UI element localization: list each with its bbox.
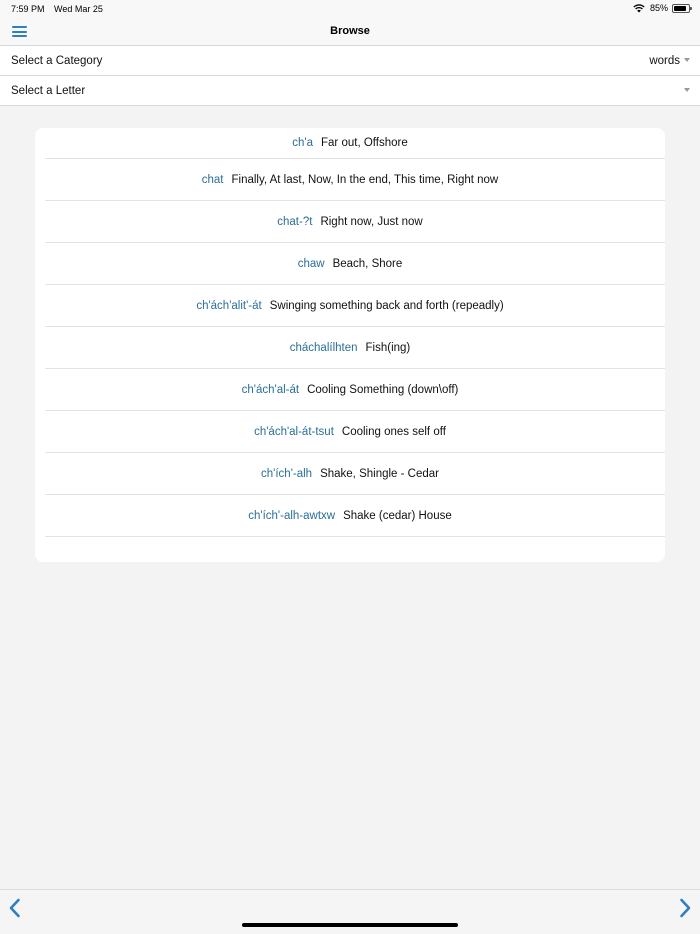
list-item[interactable]	[45, 495, 665, 537]
status-bar	[0, 0, 700, 18]
list-item[interactable]	[45, 285, 665, 327]
word-definition: Beach, Shore	[332, 257, 403, 270]
category-selector-label: Select a Category	[11, 55, 103, 67]
battery-percentage: 85%	[649, 3, 668, 13]
battery-icon	[672, 4, 690, 13]
word-term: ch'ích'-alh	[261, 467, 313, 480]
word-definition: Shake (cedar) House	[343, 509, 452, 522]
list-item[interactable]	[45, 159, 665, 201]
list-item[interactable]	[45, 327, 665, 369]
bottom-toolbar	[0, 889, 700, 934]
list-item[interactable]	[45, 128, 665, 159]
word-term: ch'ách'al-át-tsut	[254, 425, 334, 438]
word-definition: Far out, Offshore	[321, 137, 408, 149]
page-title: Browse	[330, 25, 370, 37]
word-definition: Right now, Just now	[320, 215, 423, 228]
chevron-left-icon[interactable]	[7, 897, 23, 919]
letter-selector[interactable]	[0, 76, 700, 106]
word-term: ch'a	[292, 137, 314, 149]
word-term: ch'ích'-alh-awtxw	[248, 509, 336, 522]
status-time: 7:59 PM	[11, 4, 45, 14]
chevron-right-icon[interactable]	[677, 897, 693, 919]
word-definition: Swinging something back and forth (repeadly)	[269, 299, 504, 312]
list-item[interactable]	[45, 369, 665, 411]
word-term: cháchalílhten	[289, 341, 358, 354]
category-selector-value: words	[649, 55, 680, 67]
word-definition: Shake, Shingle - Cedar	[320, 467, 439, 480]
battery-level	[674, 6, 686, 11]
word-definition: Cooling Something (down\off)	[307, 383, 459, 396]
word-term: chat	[201, 173, 224, 186]
home-indicator	[242, 923, 458, 927]
list-item[interactable]	[45, 411, 665, 453]
word-list	[35, 128, 665, 537]
status-indicators	[633, 3, 690, 13]
category-selector[interactable]	[0, 46, 700, 76]
word-list-card	[35, 128, 665, 562]
word-term: chat-?t	[277, 215, 313, 228]
chevron-down-icon	[684, 58, 690, 62]
list-item[interactable]	[45, 453, 665, 495]
status-time-date	[11, 4, 103, 14]
list-item[interactable]	[45, 201, 665, 243]
status-date: Wed Mar 25	[54, 4, 103, 14]
letter-selector-label: Select a Letter	[11, 85, 86, 97]
word-definition: Cooling ones self off	[341, 425, 446, 438]
word-definition: Finally, At last, Now, In the end, This time, Right now	[231, 173, 499, 186]
word-term: ch'ách'alit'-át	[196, 299, 262, 312]
navigation-bar	[0, 18, 700, 46]
word-term: ch'ách'al-át	[241, 383, 300, 396]
word-term: chaw	[297, 257, 325, 270]
word-definition: Fish(ing)	[365, 341, 411, 354]
list-item[interactable]	[45, 243, 665, 285]
chevron-down-icon	[684, 88, 690, 92]
wifi-icon	[633, 4, 645, 13]
